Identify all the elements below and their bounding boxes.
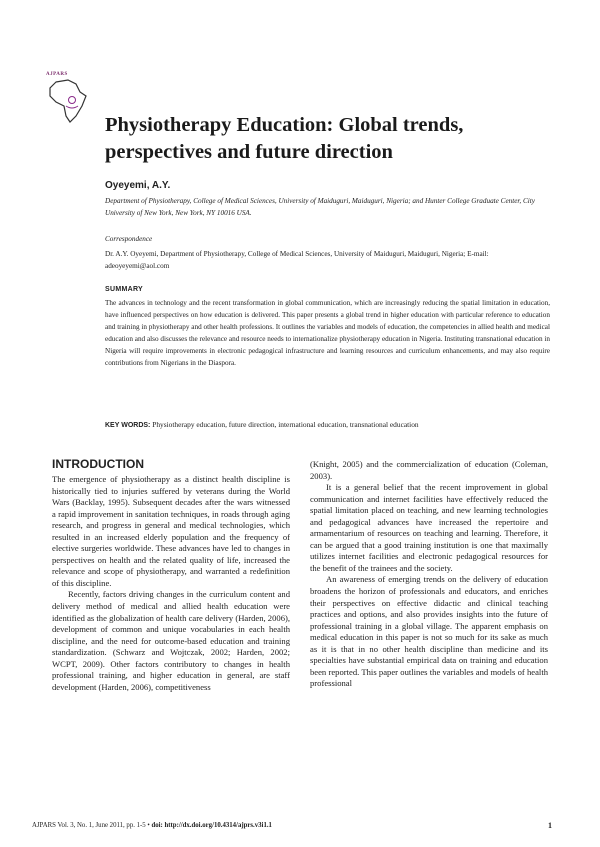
paper-title: Physiotherapy Education: Global trends, perspectives and future direction bbox=[105, 114, 464, 163]
left-column bbox=[52, 474, 290, 693]
author-affiliation: Department of Physiotherapy, College of Medical Sciences, University of Maiduguri, Maiduguri, Nigeria; and Hunter College Graduate Center, City University of New York, New York, NY 10016 USA. bbox=[105, 197, 535, 217]
author-name: Oyeyemi, A.Y. bbox=[105, 180, 171, 191]
journal-mark: AJPARS bbox=[46, 72, 68, 77]
correspondence-text: Dr. A.Y. Oyeyemi, Department of Physiotherapy, College of Medical Sciences, University of Maiduguri, Maiduguri, Nigeria; E-mail: adeoyeyemi@aol.com bbox=[105, 250, 489, 270]
correspondence-label: Correspondence bbox=[105, 235, 153, 243]
paragraph: The emergence of physiotherapy as a distinct health discipline is historically tied to injuries suffered by veterans during the World Wars (Backlay, 1995). Subsequent decades after the wars witnessed a rapid improvement in sanitation techniques, in roads through aging research, and progress in general and medical technologies, which resulted in an increased elderly population and the frequency of elective surgeries worldwide. These advances have led to changes in perspectives on health and the related quality of life, increased the relevance and scope of physiotherapy, and warranted a redefinition of this discipline. bbox=[52, 474, 290, 588]
page-number: 1 bbox=[548, 821, 552, 830]
keywords-line bbox=[105, 420, 550, 429]
footer-doi-link[interactable]: doi: http://dx.doi.org/10.4314/ajprs.v3i1.1 bbox=[151, 822, 272, 829]
page-footer bbox=[32, 822, 552, 829]
paragraph: Recently, factors driving changes in the curriculum content and delivery method of medical and allied health education were identified as the globalization of health care delivery (Harden, 2006), development of common and unique vocabularies in each health discipline, and the need for outcome-based education and training standardization. (Schwarz and Wojtczak, 2002; Harden, 2002; WCPT, 2009). Other factors contributory to changes in health professional training, and higher education in general, are staff development (Harden, 2006), competitiveness bbox=[52, 589, 290, 692]
footer-citation: AJPARS Vol. 3, No. 1, June 2011, pp. 1-5 • bbox=[32, 822, 150, 829]
paragraph: (Knight, 2005) and the commercialization of education (Coleman, 2003). bbox=[310, 459, 548, 481]
introduction-heading: INTRODUCTION bbox=[52, 457, 144, 471]
paragraph: An awareness of emerging trends on the delivery of education broadens the horizon of professionals and educators, and enriches their perspectives on effective didactic and clinical teaching practices and options, and also provides insights into the future of professional training in a global village. The apparent emphasis on medical education in this paper is not so much for its sake as much as it is that in no other health discipline than medicine and its specialties have substantial empirical data on training and education been reported. This paper outlines the variables and models of health professional bbox=[310, 574, 548, 689]
africa-map-icon bbox=[42, 72, 92, 124]
paragraph: It is a general belief that the recent improvement in global communication and internet facilities have effectively reduced the spatial limitation placed on teaching, and new learning technologies and pedagogical advances have increased the repertoire and armamentarium of resources on teaching and learning. Therefore, it can be argued that a good training institution is one that maximally utilizes internet facilities and electronic pedagogical resources for the benefit of the trainees and the society. bbox=[310, 482, 548, 573]
keywords-text: Physiotherapy education, future direction, international education, transnational education bbox=[152, 420, 419, 429]
summary-text: The advances in technology and the recent transformation in global communication, which are increasingly reducing the spatial limitation in education, have influenced perspectives on how education is delivered. This paper presents a global trend in higher education with particular reference to education and training in physiotherapy and other health professions. It outlines the variables and models of education, the competencies in allied health and medical education and also discusses the relevance and resource needs to internationalize physiotherapy education in Nigeria. Instituting transnational education in Nigeria will require improvements in electronic pedagogical infrastructure and learning resources and curriculum enhancements, and may also require contributions from Nigerians in the Diaspora. bbox=[105, 299, 550, 368]
summary-heading: SUMMARY bbox=[105, 286, 144, 293]
keywords-label: KEY WORDS: bbox=[105, 422, 151, 429]
right-column bbox=[310, 459, 548, 690]
